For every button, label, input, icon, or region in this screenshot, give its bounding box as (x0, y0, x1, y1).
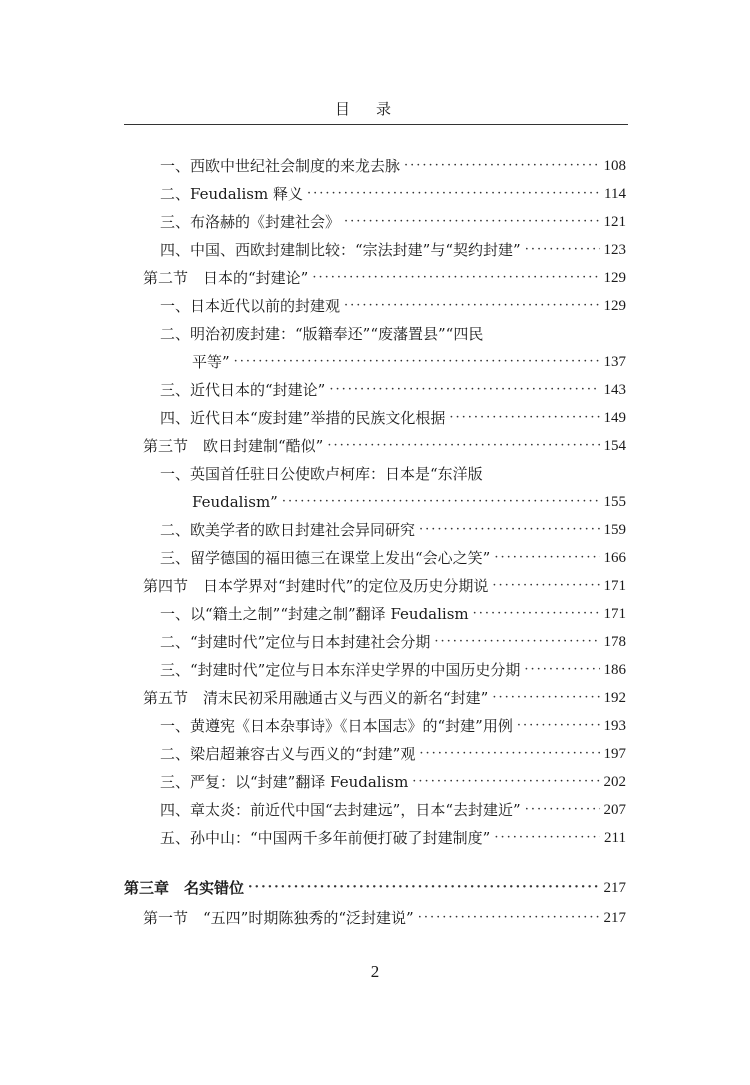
toc-section-entry[interactable] (143, 572, 626, 600)
dot-leader (327, 432, 599, 460)
dot-leader (492, 572, 599, 600)
toc-entry-title: 二、Feudalism 释义 (160, 185, 303, 203)
dot-leader (248, 874, 599, 902)
dot-leader (419, 516, 599, 544)
toc-entry-title[interactable]: 一、英国首任驻日公使欧卢柯库：日本是“东洋版 (160, 465, 483, 483)
toc-entry[interactable] (160, 628, 626, 656)
toc-entry-page: 192 (603, 690, 626, 706)
toc-entry[interactable] (160, 236, 626, 264)
toc-entry-page: 171 (603, 606, 626, 622)
dot-leader (494, 544, 599, 572)
dot-leader (524, 656, 599, 684)
toc-entry-page: 137 (603, 354, 626, 370)
toc-entry-page: 207 (603, 802, 626, 818)
toc-entry[interactable] (160, 544, 626, 572)
toc-entry[interactable] (160, 208, 626, 236)
toc-entry-title: 一、西欧中世纪社会制度的来龙去脉 (160, 157, 401, 175)
toc-entry-title: 第三节 欧日封建制“酷似” (143, 437, 324, 455)
dot-leader (307, 180, 600, 208)
toc-entry-title: 三、严复：以“封建”翻译 Feudalism (160, 773, 409, 791)
toc-entry-page: 129 (603, 298, 626, 314)
toc-entry-title: 二、欧美学者的欧日封建社会异同研究 (160, 521, 416, 539)
toc-entry[interactable] (160, 712, 626, 740)
toc-entry-title-continued: 平等” (192, 353, 230, 371)
toc-entry-page: 149 (603, 410, 626, 426)
toc-entry-title-continued: Feudalism” (192, 493, 278, 511)
toc-entry-title: 四、中国、西欧封建制比较：“宗法封建”与“契约封建” (160, 241, 521, 259)
toc-entry-title: 第二节 日本的“封建论” (143, 269, 309, 287)
dot-leader (473, 600, 600, 628)
toc-entry[interactable] (160, 292, 626, 320)
dot-leader (517, 712, 600, 740)
toc-entry-page: 193 (603, 718, 626, 734)
toc-entry-page: 123 (603, 242, 626, 258)
toc-entry-title: 三、布洛赫的《封建社会》 (160, 213, 341, 231)
toc-entry-title: 二、梁启超兼容古义与西义的“封建”观 (160, 745, 416, 763)
page-header-title: 目录 (124, 98, 628, 125)
toc-entry[interactable] (160, 656, 626, 684)
toc-entry-page: 211 (604, 830, 626, 846)
toc-entry-title: 三、留学德国的福田德三在课堂上发出“会心之笑” (160, 549, 491, 567)
toc-entry-title: 一、日本近代以前的封建观 (160, 297, 341, 315)
toc-entry-page: 114 (604, 186, 626, 202)
toc-section-entry[interactable] (143, 432, 626, 460)
toc-section-entry[interactable] (143, 264, 626, 292)
dot-leader (344, 208, 599, 236)
dot-leader (494, 824, 600, 852)
toc-entry-title: 四、章太炎：前近代中国“去封建远”，日本“去封建近” (160, 801, 521, 819)
toc-entry-page: 108 (603, 158, 626, 174)
toc-entry-title: 一、以“籍土之制”“封建之制”翻译 Feudalism (160, 605, 469, 623)
toc-entry-title: 三、“封建时代”定位与日本东洋史学界的中国历史分期 (160, 661, 521, 679)
toc-entry-page: 202 (603, 774, 626, 790)
dot-leader (449, 404, 599, 432)
toc-entry-page: 121 (603, 214, 626, 230)
toc-entry-page: 197 (603, 746, 626, 762)
toc-entry-title: 四、近代日本“废封建”举措的民族文化根据 (160, 409, 446, 427)
dot-leader (404, 152, 599, 180)
toc-entry[interactable] (160, 152, 626, 180)
dot-leader (234, 348, 600, 376)
toc-entry-title[interactable]: 二、明治初废封建：“版籍奉还”“废藩置县”“四民 (160, 325, 484, 343)
toc-chapter-entry[interactable] (124, 874, 626, 902)
toc-entry[interactable] (160, 404, 626, 432)
dot-leader (344, 292, 599, 320)
toc-entry-page: 166 (603, 550, 626, 566)
dot-leader (412, 768, 599, 796)
dot-leader (418, 904, 600, 932)
toc-entry[interactable] (160, 376, 626, 404)
dot-leader (419, 740, 599, 768)
toc-entry-title: 二、“封建时代”定位与日本封建社会分期 (160, 633, 431, 651)
toc-section-entry[interactable] (143, 904, 626, 932)
toc-entry-page: 143 (603, 382, 626, 398)
dot-leader (329, 376, 599, 404)
toc-entry-page: 171 (603, 578, 626, 594)
dot-leader (312, 264, 599, 292)
toc-entry-continuation[interactable] (192, 488, 626, 516)
dot-leader (434, 628, 599, 656)
toc-entry-page: 186 (603, 662, 626, 678)
toc-entry-page: 178 (603, 634, 626, 650)
dot-leader (282, 488, 600, 516)
toc-entry[interactable] (160, 768, 626, 796)
dot-leader (525, 796, 600, 824)
toc-entry-continuation[interactable] (192, 348, 626, 376)
toc-entry-page: 217 (603, 880, 626, 896)
toc-entry-page: 129 (603, 270, 626, 286)
toc-entry-page: 159 (603, 522, 626, 538)
toc-entry[interactable] (160, 740, 626, 768)
toc-entry[interactable] (160, 796, 626, 824)
toc-entry-page: 155 (603, 494, 626, 510)
toc-entry-page: 154 (603, 438, 626, 454)
toc-entry-title: 五、孙中山：“中国两千多年前便打破了封建制度” (160, 829, 491, 847)
toc-entry-title: 第一节 “五四”时期陈独秀的“泛封建说” (143, 909, 414, 927)
toc-entry-title: 第三章 名实错位 (124, 879, 245, 897)
dot-leader (525, 236, 600, 264)
toc-entry[interactable] (160, 824, 626, 852)
toc-entry[interactable] (160, 516, 626, 544)
toc-entry[interactable] (160, 600, 626, 628)
dot-leader (492, 684, 599, 712)
toc-entry-title: 第四节 日本学界对“封建时代”的定位及历史分期说 (143, 577, 489, 595)
toc-entry-title: 三、近代日本的“封建论” (160, 381, 326, 399)
toc-section-entry[interactable] (143, 684, 626, 712)
toc-entry-page: 217 (603, 910, 626, 926)
page-number: 2 (370, 962, 380, 981)
toc-entry-title: 一、黄遵宪《日本杂事诗》《日本国志》的“封建”用例 (160, 717, 513, 735)
toc-entry[interactable] (160, 180, 626, 208)
toc-entry-title: 第五节 清末民初采用融通古义与西义的新名“封建” (143, 689, 489, 707)
